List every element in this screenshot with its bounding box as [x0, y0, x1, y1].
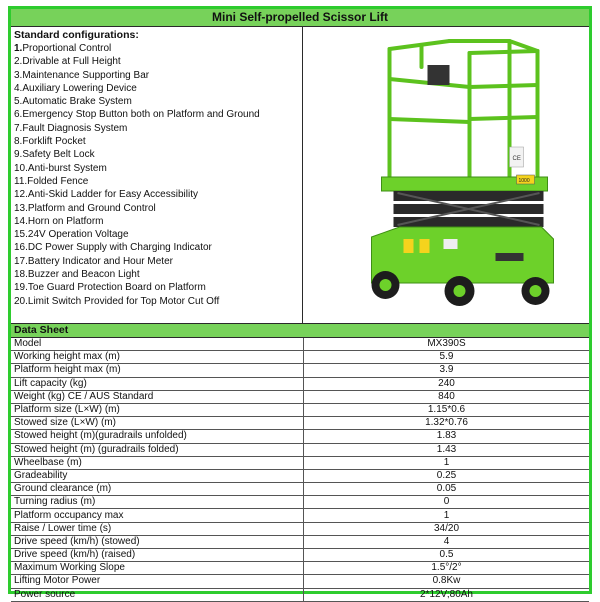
table-row	[11, 575, 589, 588]
spec-label: Drive speed (km/h) (stowed)	[11, 535, 304, 548]
spec-value: 1.83	[304, 430, 590, 443]
spec-value: 840	[304, 390, 590, 403]
config-item: 13.Platform and Ground Control	[14, 202, 156, 214]
config-item: 9.Safety Belt Lock	[14, 149, 95, 161]
spec-value: 1	[304, 456, 590, 469]
config-item: 7.Fault Diagnosis System	[14, 122, 128, 134]
table-row	[11, 364, 589, 377]
table-row	[11, 351, 589, 364]
config-item: 17.Battery Indicator and Hour Meter	[14, 255, 173, 267]
spec-label: Working height max (m)	[11, 351, 304, 364]
config-item: 20.Limit Switch Provided for Top Motor Cut Off	[14, 295, 220, 307]
table-row	[11, 562, 589, 575]
table-row	[11, 522, 589, 535]
table-row	[11, 483, 589, 496]
spec-label: Drive speed (km/h) (raised)	[11, 549, 304, 562]
spec-label: Lifting Motor Power	[11, 575, 304, 588]
config-item: 19.Toe Guard Protection Board on Platform	[14, 282, 206, 294]
spec-value: 4	[304, 535, 590, 548]
table-row	[11, 338, 589, 351]
config-item: 11.Folded Fence	[14, 175, 89, 187]
config-item: 1.Proportional Control	[14, 43, 112, 54]
spec-value: 0.25	[304, 469, 590, 482]
config-heading: Standard configurations:	[14, 29, 139, 41]
table-row	[11, 588, 589, 601]
config-item: 2.Drivable at Full Height	[14, 56, 121, 68]
spec-label: Maximum Working Slope	[11, 562, 304, 575]
table-row	[11, 549, 589, 562]
table-row	[11, 377, 589, 390]
scissor-lift-illustration	[303, 27, 589, 323]
table-row	[11, 417, 589, 430]
spec-label: Lift capacity (kg)	[11, 377, 304, 390]
data-sheet-table	[11, 338, 589, 602]
config-item: 15.24V Operation Voltage	[14, 229, 129, 241]
spec-label: Platform occupancy max	[11, 509, 304, 522]
config-item: 14.Horn on Platform	[14, 215, 104, 227]
spec-label: Ground clearance (m)	[11, 483, 304, 496]
config-item: 3.Maintenance Supporting Bar	[14, 69, 150, 81]
spec-value: 5.9	[304, 351, 590, 364]
product-image	[303, 27, 589, 323]
table-row	[11, 509, 589, 522]
config-item: 16.DC Power Supply with Charging Indicator	[14, 242, 212, 254]
table-row	[11, 390, 589, 403]
warning-label: 1000	[518, 178, 530, 184]
data-sheet-heading: Data Sheet	[11, 324, 589, 338]
spec-value: 1	[304, 509, 590, 522]
spec-sheet	[8, 6, 592, 600]
ce-label: CE	[512, 156, 521, 162]
config-section	[11, 27, 589, 324]
spec-label: Stowed height (m) (guradrails folded)	[11, 443, 304, 456]
spec-value: 2*12V;80Ah	[304, 588, 590, 601]
config-item: 12.Anti-Skid Ladder for Easy Accessibility	[14, 189, 198, 201]
spec-label: Turning radius (m)	[11, 496, 304, 509]
spec-label: Weight (kg) CE / AUS Standard	[11, 390, 304, 403]
config-items	[14, 42, 302, 308]
table-row	[11, 469, 589, 482]
spec-label: Gradeability	[11, 469, 304, 482]
config-item: 4.Auxiliary Lowering Device	[14, 82, 137, 94]
config-item: 8.Forklift Pocket	[14, 136, 86, 148]
spec-value: 1.43	[304, 443, 590, 456]
spec-label: Stowed size (L×W) (m)	[11, 417, 304, 430]
spec-value: 34/20	[304, 522, 590, 535]
spec-value: 0.8Kw	[304, 575, 590, 588]
table-row	[11, 443, 589, 456]
table-row	[11, 456, 589, 469]
spec-label: Raise / Lower time (s)	[11, 522, 304, 535]
config-item: 6.Emergency Stop Button both on Platform and Ground	[14, 109, 260, 121]
table-row	[11, 403, 589, 416]
spec-value: 0.5	[304, 549, 590, 562]
sheet-title: Mini Self-propelled Scissor Lift	[11, 9, 589, 27]
config-list	[11, 27, 303, 323]
spec-label: Power source	[11, 588, 304, 601]
config-item: 18.Buzzer and Beacon Light	[14, 269, 140, 281]
spec-label: Platform size (L×W) (m)	[11, 403, 304, 416]
table-row	[11, 496, 589, 509]
spec-value: MX390S	[304, 338, 590, 351]
spec-value: 1.32*0.76	[304, 417, 590, 430]
table-row	[11, 430, 589, 443]
spec-label: Model	[11, 338, 304, 351]
spec-value: 1.15*0.6	[304, 403, 590, 416]
config-item: 10.Anti-burst System	[14, 162, 107, 174]
spec-value: 240	[304, 377, 590, 390]
spec-label: Platform height max (m)	[11, 364, 304, 377]
spec-value: 1.5°/2°	[304, 562, 590, 575]
spec-value: 0.05	[304, 483, 590, 496]
spec-value: 3.9	[304, 364, 590, 377]
config-item: 5.Automatic Brake System	[14, 96, 132, 108]
spec-value: 0	[304, 496, 590, 509]
spec-label: Stowed height (m)(guradrails unfolded)	[11, 430, 304, 443]
table-row	[11, 535, 589, 548]
spec-label: Wheelbase (m)	[11, 456, 304, 469]
